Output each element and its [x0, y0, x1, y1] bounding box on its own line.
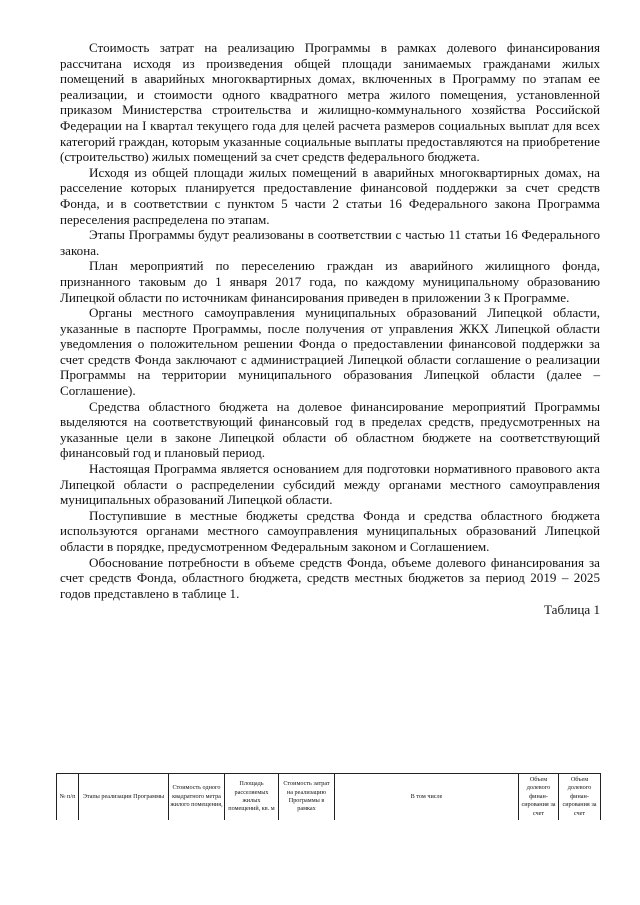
table-header-row — [57, 774, 601, 821]
paragraph-9: Обоснование потребности в объеме средств Фонда, объеме долевого финансирования за счет средств Фонда, областного бюджета, средств местных бюджетов за период 2019 – 2025 годов представлено в таблице 1. — [60, 554, 600, 601]
paragraph-3: Этапы Программы будут реализованы в соответствии с частью 11 статьи 16 Федерального закона. — [60, 227, 600, 258]
header-cell: № п/п — [57, 774, 79, 821]
header-cell: Объем долевого финан-сирования за счет — [519, 774, 559, 821]
table-caption: Таблица 1 — [544, 602, 600, 618]
paragraph-7: Настоящая Программа является основанием для подготовки нормативного правового акта Липецкой области о распределении субсидий между органами местного самоуправления муниципальных образований Липецкой области. — [60, 461, 600, 508]
header-cell: Объем долевого финан-сирования за счет — [559, 774, 601, 821]
header-cell: Стоимость одного квадратного метра жилого помещения, — [169, 774, 225, 821]
document-body — [60, 40, 600, 618]
header-cell: В том числе — [335, 774, 519, 821]
paragraph-5: Органы местного самоуправления муниципальных образований Липецкой области, указанные в паспорте Программы, после получения от управления ЖКХ Липецкой области уведомления о положительном решении Фонда о предоставлении финансовой поддержки за счет средств Фонда заключают с администрацией Липецкой области соглашение о реализации Программы на территории муниципального образования Липецкой области (далее – Соглашение). — [60, 305, 600, 399]
paragraph-8: Поступившие в местные бюджеты средства Фонда и средства областного бюджета используются органами местного самоуправления муниципальных образований Липецкой области в порядке, предусмотренном Федеральным законом и Соглашением. — [60, 507, 600, 554]
header-cell: Стоимость затрат на реализацию Программы в рамках — [279, 774, 335, 821]
header-cell: Площадь расселяемых жилых помещений, кв. м — [225, 774, 279, 821]
paragraph-4: План мероприятий по переселению граждан из аварийного жилищного фонда, признанного таковым до 1 января 2017 года, по каждому муниципальному образованию Липецкой области по источникам финансирования приведен в приложении 3 к Программе. — [60, 258, 600, 305]
paragraph-6: Средства областного бюджета на долевое финансирование мероприятий Программы выделяются на соответствующий финансовый год в пределах средств, предусмотренных на указанные цели в законе Липецкой области об областном бюджете на соответствующий финансовый год и плановый период. — [60, 398, 600, 461]
paragraph-1: Стоимость затрат на реализацию Программы в рамках долевого финансирования рассчитана исходя из произведения общей площади занимаемых гражданами жилых помещений в аварийных многоквартирных домах, включенных в Программу по этапам ее реализации, и стоимости одного квадратного метра жилого помещения, установленной приказом Министерства строительства и жилищно-коммунального хозяйства Российской Федерации на I квартал текущего года для целей расчета размеров социальных выплат для всех категорий граждан, которым указанные социальные выплаты предоставляются на приобретение (строительство) жилых помещений за счет средств федерального бюджета. — [60, 40, 600, 165]
financing-table — [56, 773, 601, 820]
header-cell: Этапы реализации Программы — [79, 774, 169, 821]
paragraph-2: Исходя из общей площади жилых помещений в аварийных многоквартирных домах, на расселение которых планируется предоставление финансовой поддержки за счет средств Фонда, и в соответствии с пунктом 5 части 2 статьи 16 Федерального закона Программа переселения распределена по этапам. — [60, 164, 600, 227]
